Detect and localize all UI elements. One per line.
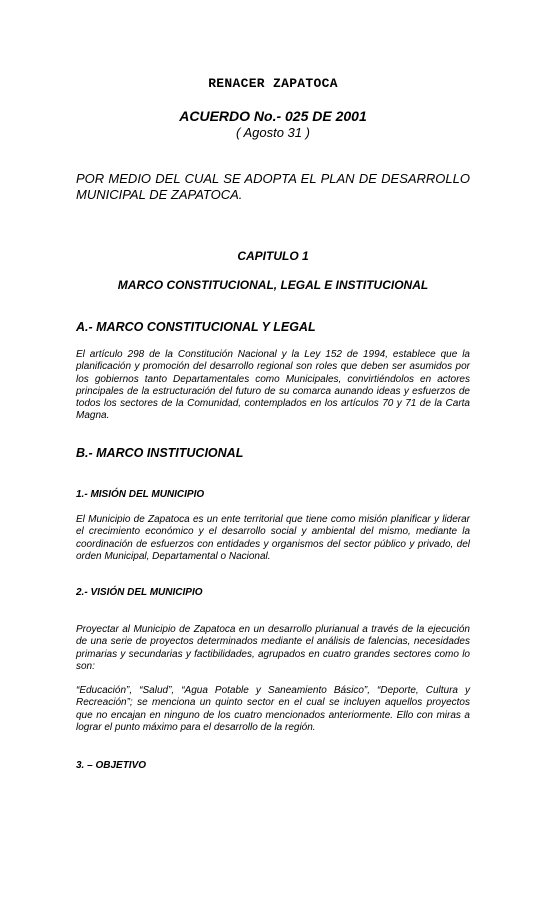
chapter-label: CAPITULO 1 [237, 249, 309, 263]
section-a-paragraph: El artículo 298 de la Constitución Nacional y la Ley 152 de 1994, establece que la planificación y promoción del desarrollo regional son roles que deben ser asumidos por los gobiernos tanto Departamentales como Municipales, convirtiéndolos en actores principales de la estructuración del futuro de su comarca aunando ideas y esfuerzos de todos los sectores de la Comunidad, contemplados en los artículos 70 y 71 de la Carta Magna. [76, 349, 470, 422]
chapter-title: MARCO CONSTITUCIONAL, LEGAL E INSTITUCIONAL [117, 278, 429, 292]
document-header-title: RENACER ZAPATOCA [208, 76, 338, 91]
acuerdo-title: ACUERDO No.- 025 DE 2001 [179, 108, 367, 124]
section-a-heading: A.- MARCO CONSTITUCIONAL Y LEGAL [76, 320, 316, 334]
vision-paragraph-2: “Educación”, “Salud”, “Agua Potable y Saneamiento Básico”, “Deporte, Cultura y Recreación”; se menciona un quinto sector en el cual se incluyen aquellos proyectos que no encajan en ninguno de los cuatro mencionados anteriormente. Ello con miras a lograr el punto máximo para el desarrollo de la región. [76, 685, 470, 733]
vision-paragraph-1: Proyectar al Municipio de Zapatoca en un desarrollo plurianual a través de la ejecución de una serie de proyectos determinados mediante el análisis de falencias, necesidades primarias y secundarias y factibilidades, agrupados en cuatro grandes sectores como lo son: [76, 624, 470, 672]
section-b-heading: B.- MARCO INSTITUCIONAL [76, 446, 244, 460]
acuerdo-subject: POR MEDIO DEL CUAL SE ADOPTA EL PLAN DE DESARROLLO MUNICIPAL DE ZAPATOCA. [76, 171, 470, 202]
mision-heading: 1.- MISIÓN DEL MUNICIPIO [76, 489, 205, 500]
acuerdo-date: ( Agosto 31 ) [236, 125, 310, 140]
objetivo-heading: 3. – OBJETIVO [76, 760, 147, 771]
mision-paragraph: El Municipio de Zapatoca es un ente territorial que tiene como misión planificar y liderar el crecimiento económico y el desarrollo social y ambiental del mismo, mediante la coordinación de esfuerzos con entidades y organismos del sector público y privado, del orden Municipal, Departamental o Nacional. [76, 514, 470, 562]
vision-heading: 2.- VISIÓN DEL MUNICIPIO [76, 587, 203, 598]
